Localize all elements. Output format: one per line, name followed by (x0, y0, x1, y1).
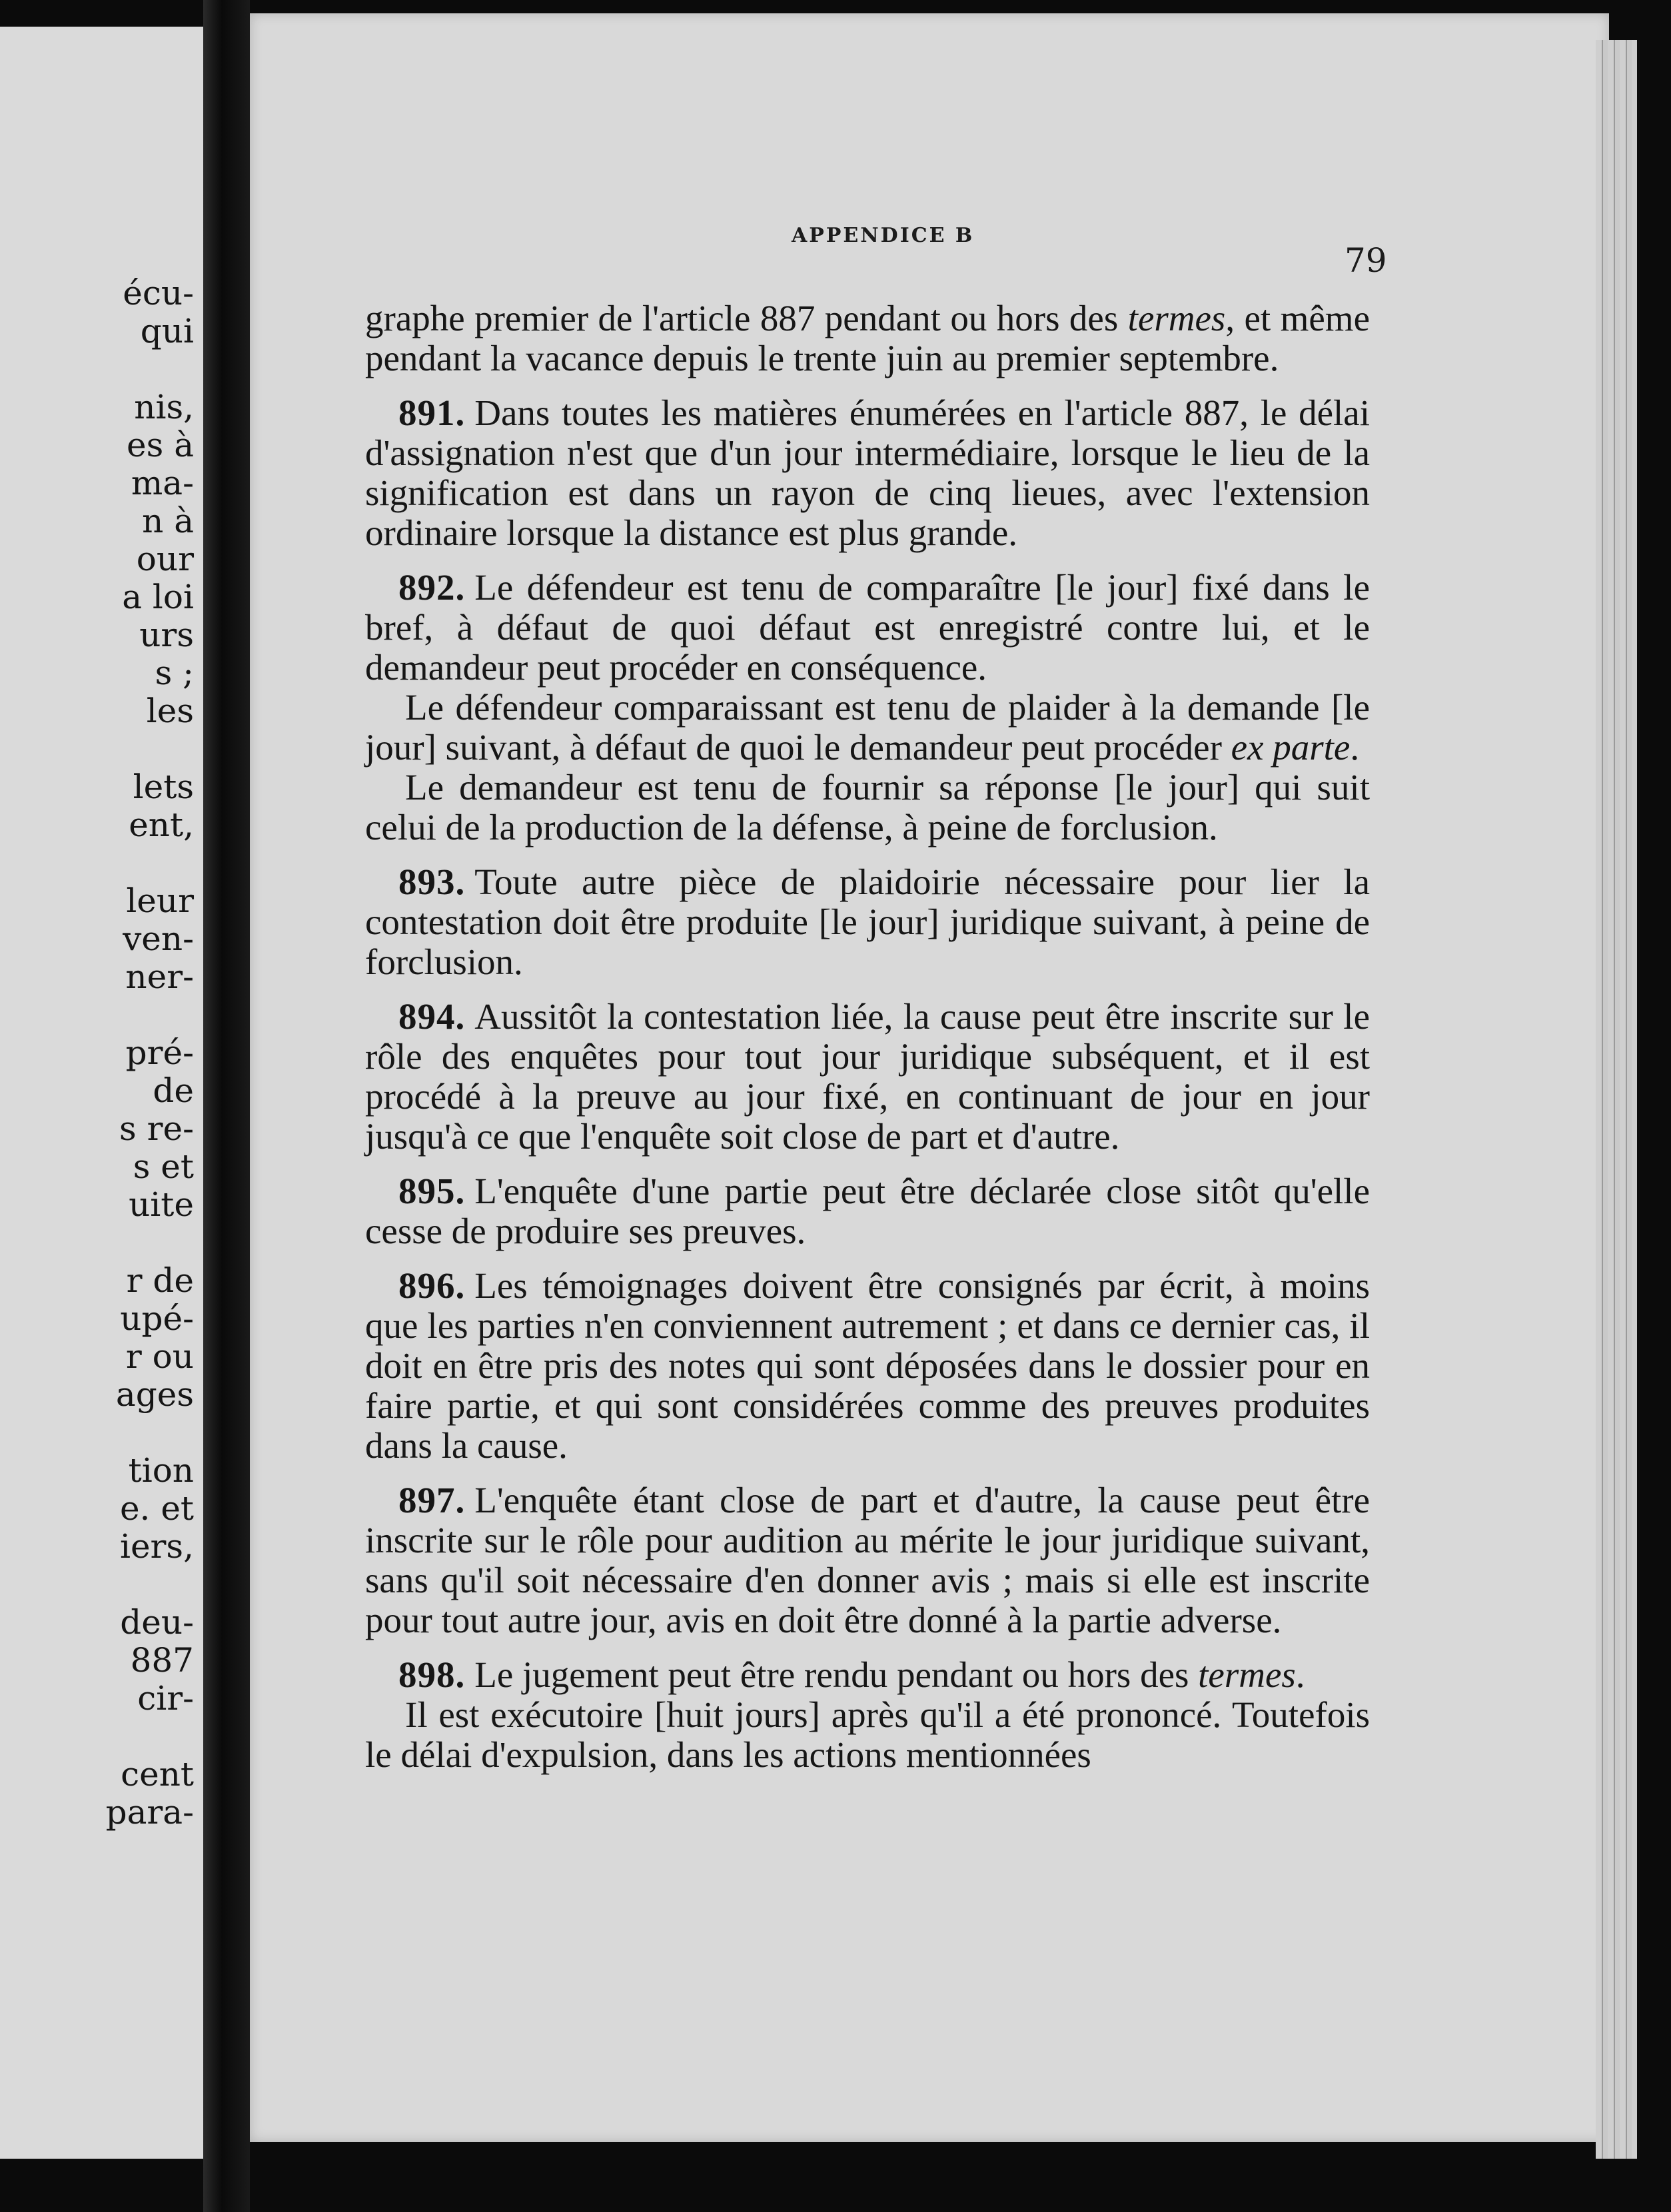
article-891: 891. Dans toutes les matières énumérées en l'article 887, le délai d'assignation n'est que d'un jour intermédiaire, lorsque le lieu de la signification est dans un rayon de cinq lieues, avec l'extension ordinaire lorsque la distance est plus grande. (365, 392, 1370, 553)
article-898: 898. Le jugement peut être rendu pendant ou hors des termes. (398, 1654, 1305, 1695)
previous-page-line: cent (121, 1755, 194, 1794)
article-898-paragraph-2: Il est exécutoire [huit jours] après qu'il a été prononcé. Toutefois le délai d'expulsion, dans les actions mentionnées (365, 1694, 1370, 1775)
previous-page-line: ent, (129, 806, 194, 844)
previous-page-line: e. et (119, 1489, 194, 1528)
previous-page-line: de (153, 1071, 194, 1110)
previous-page-line: ner- (125, 957, 194, 996)
article-number: 898. (398, 1654, 466, 1695)
previous-page-line: lets (133, 768, 194, 806)
article-895: 895. L'enquête d'une partie peut être déclarée close sitôt qu'elle cesse de produire ses preuves. (365, 1171, 1370, 1251)
article-number: 897. (398, 1480, 466, 1520)
previous-page-line: s et (133, 1147, 194, 1186)
previous-page-line: a loi (122, 578, 194, 616)
previous-page-line: pré- (125, 1033, 194, 1072)
continuation-paragraph: graphe premier de l'article 887 pendant ou hors des termes, et même pendant la vacance depuis le trente juin au premier septembre. (365, 298, 1371, 378)
previous-page-line: écu- (123, 274, 194, 312)
article-892-paragraph-3: Le demandeur est tenu de fournir sa réponse [le jour] qui suit celui de la production de la défense, à peine de forclusion. (365, 767, 1370, 847)
previous-page-line: iers, (119, 1527, 194, 1566)
article-897: 897. L'enquête étant close de part et d'autre, la cause peut être inscrite sur le rôle pour audition au mérite le jour juridique suivant, sans qu'il soit nécessaire d'en donner avis ; mais si elle est inscrite pour tout autre jour, avis en doit être donné à la partie adverse. (365, 1480, 1370, 1640)
article-892: 892. Le défendeur est tenu de comparaître [le jour] fixé dans le bref, à défaut de quoi défaut est enregistré contre lui, et le demandeur peut procéder en conséquence. (365, 567, 1370, 688)
article-number: 896. (398, 1265, 466, 1306)
previous-page-line: qui (140, 312, 194, 350)
page-edges (1596, 40, 1637, 2159)
article-number: 892. (398, 567, 466, 608)
previous-page-line: n à (142, 502, 194, 540)
previous-page-line: 887 (130, 1641, 194, 1680)
previous-page-line: les (146, 692, 194, 730)
page-number: 79 (1345, 241, 1387, 280)
previous-page-line: es à (127, 426, 194, 464)
previous-page-line: our (136, 540, 194, 578)
previous-page-line: r ou (125, 1337, 194, 1376)
article-894: 894. Aussitôt la contestation liée, la cause peut être inscrite sur le rôle des enquêtes pour tout jour juridique subséquent, et il est procédé à la preuve au jour fixé, en continuant de jour en jour jusqu'à ce que l'enquête soit close de part et d'autre. (365, 996, 1370, 1157)
previous-page-line: s ; (155, 654, 194, 692)
article-893: 893. Toute autre pièce de plaidoirie nécessaire pour lier la contestation doit être produite [le jour] juridique suivant, à peine de forclusion. (365, 861, 1370, 982)
previous-page-line: ages (115, 1375, 194, 1414)
previous-page-fragment (0, 27, 203, 2159)
book-gutter (203, 0, 250, 2212)
previous-page-line: nis, (134, 388, 194, 426)
article-number: 893. (398, 861, 466, 902)
article-896: 896. Les témoignages doivent être consignés par écrit, à moins que les parties n'en conviennent autrement ; et dans ce dernier cas, il doit en être pris des notes qui sont déposées dans le dossier pour en faire partie, et qui sont considérées comme des preuves produites dans la cause. (365, 1265, 1370, 1466)
previous-page-line: cir- (137, 1679, 194, 1718)
previous-page-line: r de (126, 1261, 194, 1300)
previous-page-line: ven- (123, 919, 194, 958)
article-892-paragraph-2: Le défendeur comparaissant est tenu de plaider à la demande [le jour] suivant, à défaut de quoi le demandeur peut procéder ex parte. (365, 687, 1370, 768)
previous-page-line: uite (129, 1185, 194, 1224)
article-number: 891. (398, 392, 466, 433)
running-head: APPENDICE B (792, 224, 975, 247)
previous-page-line: tion (128, 1451, 194, 1490)
previous-page-line: leur (126, 881, 194, 920)
previous-page-line: para- (105, 1793, 194, 1832)
previous-page-line: s re- (119, 1109, 194, 1148)
previous-page-line: ma- (131, 464, 194, 502)
article-number: 894. (398, 996, 466, 1037)
previous-page-line: urs (139, 616, 194, 654)
page-body (365, 298, 1370, 1775)
previous-page-line: upé- (120, 1299, 194, 1338)
previous-page-line: deu- (120, 1603, 194, 1642)
article-number: 895. (398, 1171, 466, 1211)
